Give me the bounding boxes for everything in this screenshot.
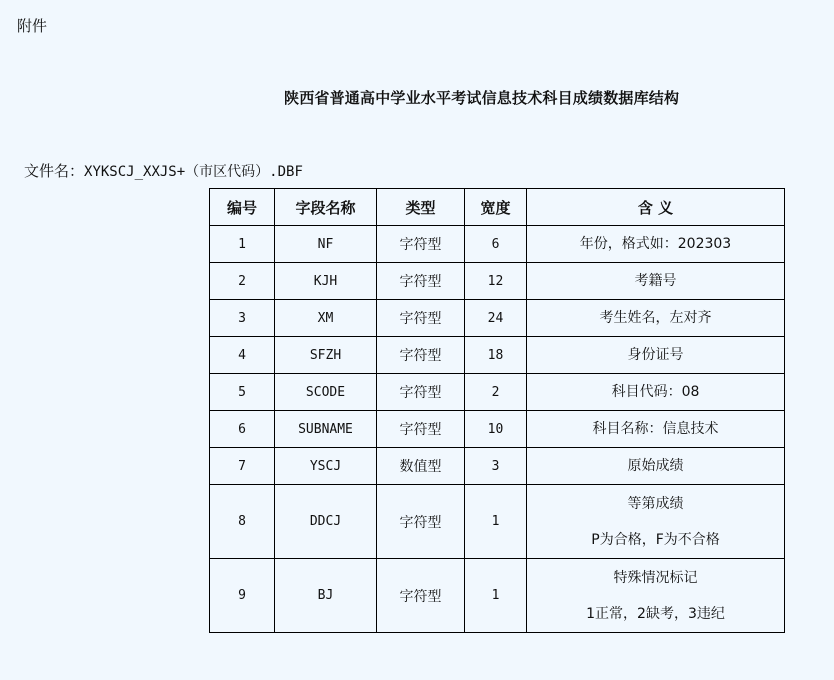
cell-number: 6 [210, 411, 275, 448]
cell-field-name: YSCJ [275, 448, 377, 485]
meaning-line: 考籍号 [634, 273, 677, 289]
cell-number: 3 [210, 300, 275, 337]
table-row [210, 559, 785, 633]
cell-width: 1 [465, 485, 527, 559]
cell-meaning [527, 337, 785, 374]
cell-width: 3 [465, 448, 527, 485]
cell-width: 10 [465, 411, 527, 448]
column-header-width: 宽度 [465, 189, 527, 226]
table-header-row [210, 189, 785, 226]
cell-width: 1 [465, 559, 527, 633]
attachment-label: 附件 [17, 17, 48, 35]
cell-field-name: NF [275, 226, 377, 263]
meaning-line: 科目代码：08 [611, 384, 700, 400]
table-row [210, 337, 785, 374]
cell-type: 数值型 [377, 448, 465, 485]
file-name-value: XYKSCJ_XXJS+（市区代码）.DBF [84, 164, 303, 180]
cell-type: 字符型 [377, 263, 465, 300]
table-row [210, 485, 785, 559]
meaning-line: 1正常，2缺考，3违纪 [586, 605, 725, 622]
meaning-line: 考生姓名，左对齐 [599, 310, 712, 326]
table-row [210, 448, 785, 485]
file-name-line [24, 160, 303, 181]
cell-width: 24 [465, 300, 527, 337]
cell-type: 字符型 [377, 485, 465, 559]
meaning-line: 身份证号 [627, 347, 684, 363]
cell-meaning [527, 448, 785, 485]
table-row [210, 411, 785, 448]
cell-number: 9 [210, 559, 275, 633]
file-name-label: 文件名： [24, 162, 85, 180]
column-header-type: 类型 [377, 189, 465, 226]
cell-type: 字符型 [377, 337, 465, 374]
cell-width: 12 [465, 263, 527, 300]
cell-number: 2 [210, 263, 275, 300]
cell-type: 字符型 [377, 226, 465, 263]
cell-number: 4 [210, 337, 275, 374]
cell-number: 1 [210, 226, 275, 263]
cell-width: 2 [465, 374, 527, 411]
cell-field-name: SUBNAME [275, 411, 377, 448]
cell-field-name: DDCJ [275, 485, 377, 559]
cell-width: 18 [465, 337, 527, 374]
meaning-line: 科目名称：信息技术 [592, 421, 719, 437]
column-header-meaning: 含 义 [527, 189, 785, 226]
cell-number: 5 [210, 374, 275, 411]
cell-field-name: XM [275, 300, 377, 337]
cell-meaning [527, 300, 785, 337]
cell-field-name: KJH [275, 263, 377, 300]
cell-field-name: SCODE [275, 374, 377, 411]
cell-field-name: SFZH [275, 337, 377, 374]
table-row [210, 226, 785, 263]
column-header-number: 编号 [210, 189, 275, 226]
table-row [210, 300, 785, 337]
cell-width: 6 [465, 226, 527, 263]
meaning-line: P为合格，F为不合格 [591, 531, 720, 548]
cell-number: 7 [210, 448, 275, 485]
cell-meaning [527, 263, 785, 300]
cell-type: 字符型 [377, 559, 465, 633]
meaning-line: 原始成绩 [627, 458, 684, 474]
cell-type: 字符型 [377, 374, 465, 411]
meaning-line: 年份，格式如：202303 [579, 236, 732, 252]
document-title: 陕西省普通高中学业水平考试信息技术科目成绩数据库结构 [284, 89, 680, 107]
cell-field-name: BJ [275, 559, 377, 633]
cell-meaning [527, 559, 785, 633]
cell-number: 8 [210, 485, 275, 559]
cell-type: 字符型 [377, 300, 465, 337]
cell-meaning [527, 374, 785, 411]
table-row [210, 374, 785, 411]
cell-meaning [527, 485, 785, 559]
cell-meaning [527, 226, 785, 263]
column-header-field-name: 字段名称 [275, 189, 377, 226]
table-row [210, 263, 785, 300]
meaning-line: 特殊情况标记 [613, 569, 698, 586]
cell-meaning [527, 411, 785, 448]
schema-table [209, 188, 785, 633]
meaning-line: 等第成绩 [627, 495, 684, 512]
cell-type: 字符型 [377, 411, 465, 448]
